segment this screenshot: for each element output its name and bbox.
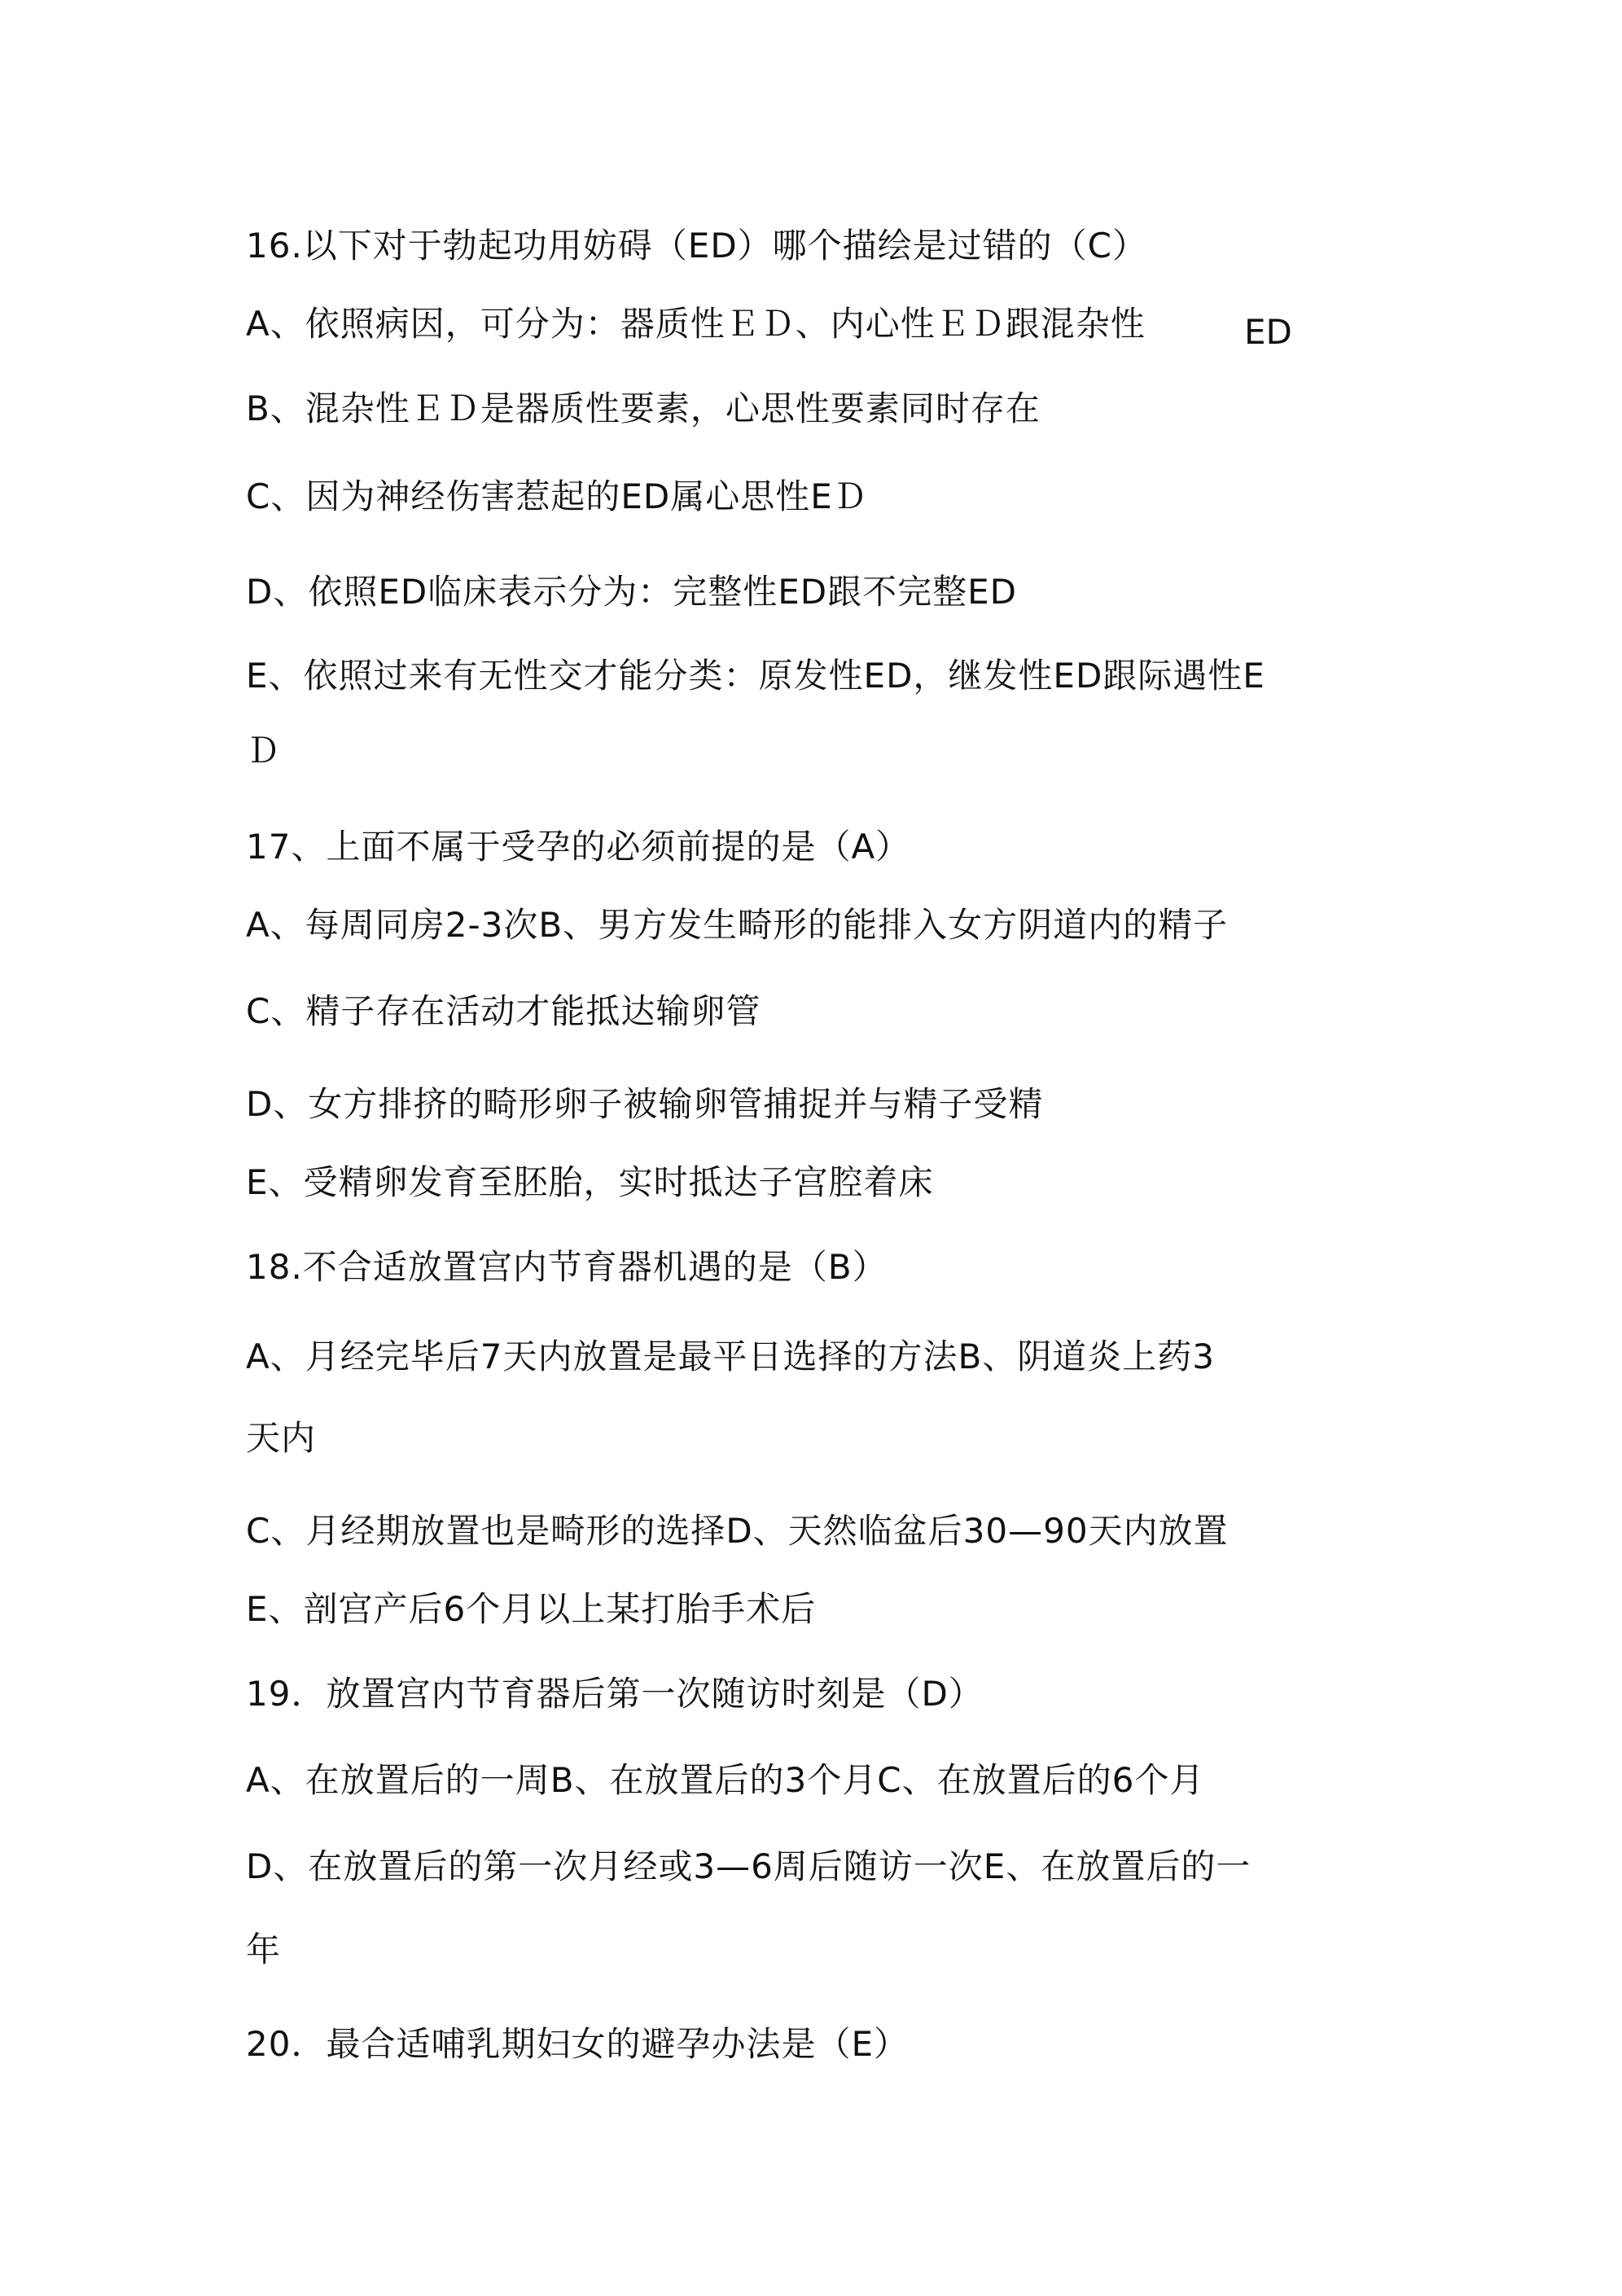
question-19: 19．放置宫内节育器后第一次随访时刻是（D） — [246, 1674, 984, 1714]
question-18-option-b-continued: 天内 — [246, 1418, 317, 1458]
question-16-option-e: E、依照过来有无性交才能分类：原发性ED，继发性ED跟际遇性E — [246, 656, 1265, 696]
question-19-options-a-b-c: A、在放置后的一周B、在放置后的3个月C、在放置后的6个月 — [246, 1760, 1205, 1800]
question-16-option-c: C、因为神经伤害惹起的ED属心思性EＤ — [246, 476, 868, 516]
question-20: 20．最合适哺乳期妇女的避孕办法是（E） — [246, 2024, 909, 2064]
question-17-option-c: C、精子存在活动才能抵达输卵管 — [246, 991, 761, 1031]
question-16: 16.以下对于勃起功用妨碍（ED）哪个描绘是过错的（C） — [246, 226, 1147, 266]
question-19-options-d-e: D、在放置后的第一次月经或3—6周后随访一次E、在放置后的一 — [246, 1846, 1252, 1886]
question-17-option-d: D、女方排挤的畸形卵子被输卵管捕捉并与精子受精 — [246, 1084, 1044, 1124]
question-17-options-a-b: A、每周同房2-3次B、男方发生畸形的能排入女方阴道内的精子 — [246, 905, 1229, 945]
margin-note: ED — [1244, 312, 1292, 352]
question-19-option-e-continued: 年 — [246, 1929, 282, 1969]
question-18-options-a-b: A、月经完毕后7天内放置是最平日选择的方法B、阴道炎上药3 — [246, 1337, 1215, 1376]
question-17-option-e: E、受精卵发育至胚胎，实时抵达子宫腔着床 — [246, 1162, 934, 1202]
question-16-option-b: B、混杂性ＥＤ是器质性要素，心思性要素同时存在 — [246, 389, 1041, 428]
question-18: 18.不合适放置宫内节育器机遇的是（B） — [246, 1247, 888, 1287]
question-16-option-e-continued: Ｄ — [246, 731, 282, 770]
question-16-option-d: D、依照ED临床表示分为：完整性ED跟不完整ED — [246, 572, 1017, 612]
question-18-options-c-d: C、月经期放置也是畸形的选择D、天然临盆后30—90天内放置 — [246, 1511, 1229, 1551]
question-16-option-a: A、依照病因，可分为：器质性ＥＤ、内心性ＥＤ跟混杂性 — [246, 304, 1146, 344]
question-18-option-e: E、剖宫产后6个月以上某打胎手术后 — [246, 1589, 817, 1629]
question-17: 17、上面不属于受孕的必须前提的是（A） — [246, 827, 911, 867]
